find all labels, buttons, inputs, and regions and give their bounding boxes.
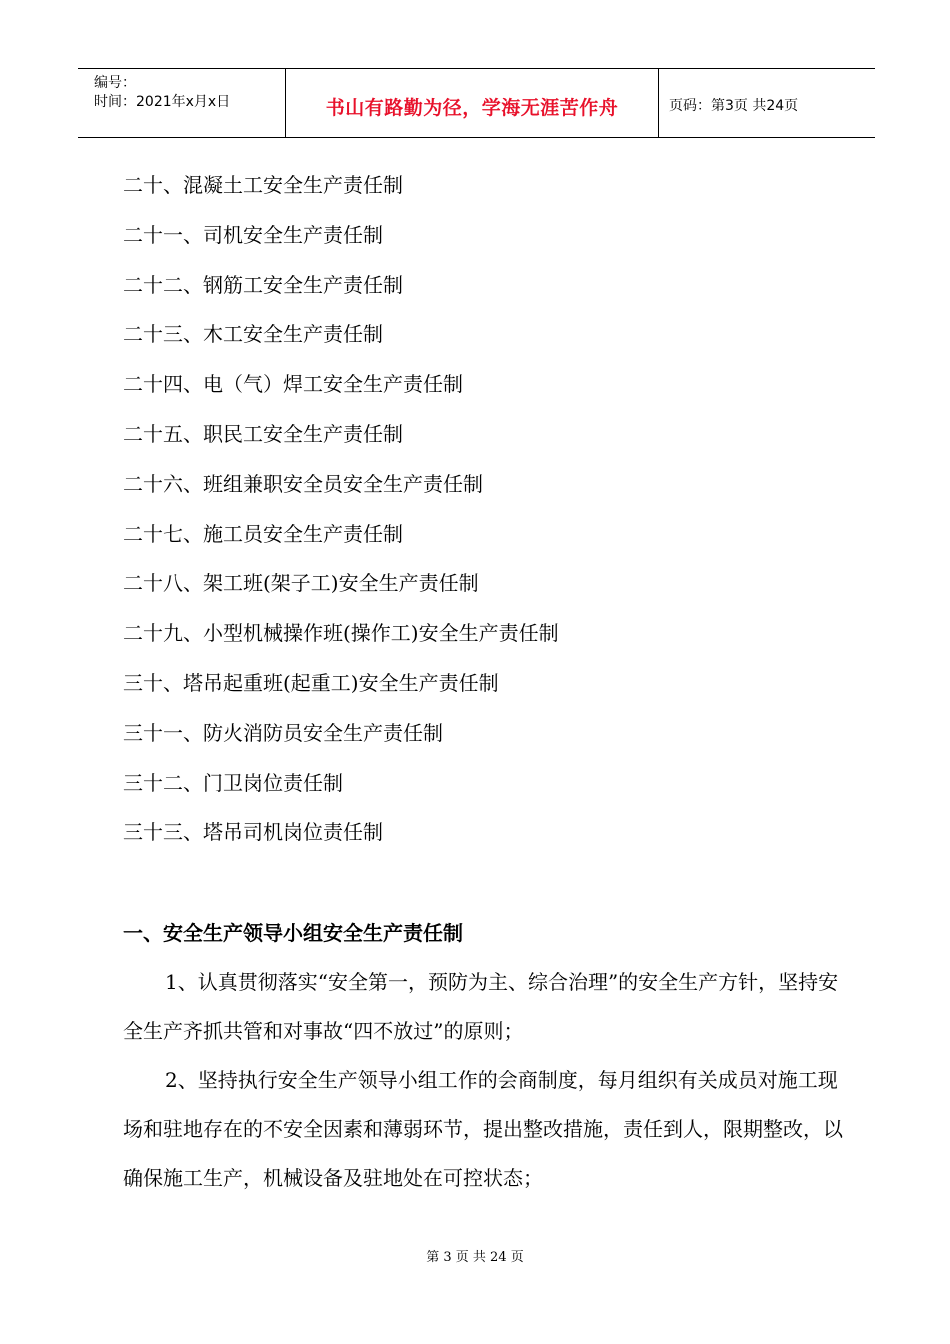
header-divider xyxy=(658,69,659,137)
list-item: 二十八、架工班(架子工)安全生产责任制 xyxy=(123,571,479,596)
responsibility-list xyxy=(123,170,559,867)
list-item: 三十二、门卫岗位责任制 xyxy=(123,770,343,795)
list-item: 二十四、电（气）焊工安全生产责任制 xyxy=(123,372,463,397)
page-footer: 第 3 页 共 24 页 xyxy=(426,1250,524,1265)
list-item: 二十六、班组兼职安全员安全生产责任制 xyxy=(123,471,483,496)
list-item: 三十三、塔吊司机岗位责任制 xyxy=(123,820,383,845)
document-number-label: 编号： xyxy=(94,75,136,91)
header-meta xyxy=(94,74,230,112)
document-header xyxy=(78,68,875,138)
list-item: 二十九、小型机械操作班(操作工)安全生产责任制 xyxy=(123,621,559,646)
body-paragraph: 2、坚持执行安全生产领导小组工作的会商制度，每月组织有关成员对施工现场和驻地存在的不安全因素和薄弱环节，提出整改措施，责任到人，限期整改，以确保施工生产，机械设备及驻地处在可控状态； xyxy=(123,1068,843,1190)
list-item: 二十二、钢筋工安全生产责任制 xyxy=(123,272,403,297)
document-time-label: 时间：2021年x月x日 xyxy=(94,94,231,110)
list-item: 三十一、防火消防员安全生产责任制 xyxy=(123,720,443,745)
header-motto: 书山有路勤为径，学海无涯苦作舟 xyxy=(325,97,619,119)
list-item: 二十、混凝土工安全生产责任制 xyxy=(123,173,403,197)
body-paragraph: 1、认真贯彻落实“安全第一，预防为主、综合治理”的安全生产方针，坚持安全生产齐抓共管和对事故“四不放过”的原则； xyxy=(123,970,839,1043)
section-heading: 一、安全生产领导小组安全生产责任制 xyxy=(123,921,463,945)
list-item: 二十三、木工安全生产责任制 xyxy=(123,322,383,347)
header-page-label: 页码：第3页 共24页 xyxy=(669,98,799,114)
list-item: 二十五、职民工安全生产责任制 xyxy=(123,421,403,446)
list-item: 三十、塔吊起重班(起重工)安全生产责任制 xyxy=(123,670,499,695)
list-item: 二十七、施工员安全生产责任制 xyxy=(123,521,403,546)
list-item: 二十一、司机安全生产责任制 xyxy=(123,222,383,247)
